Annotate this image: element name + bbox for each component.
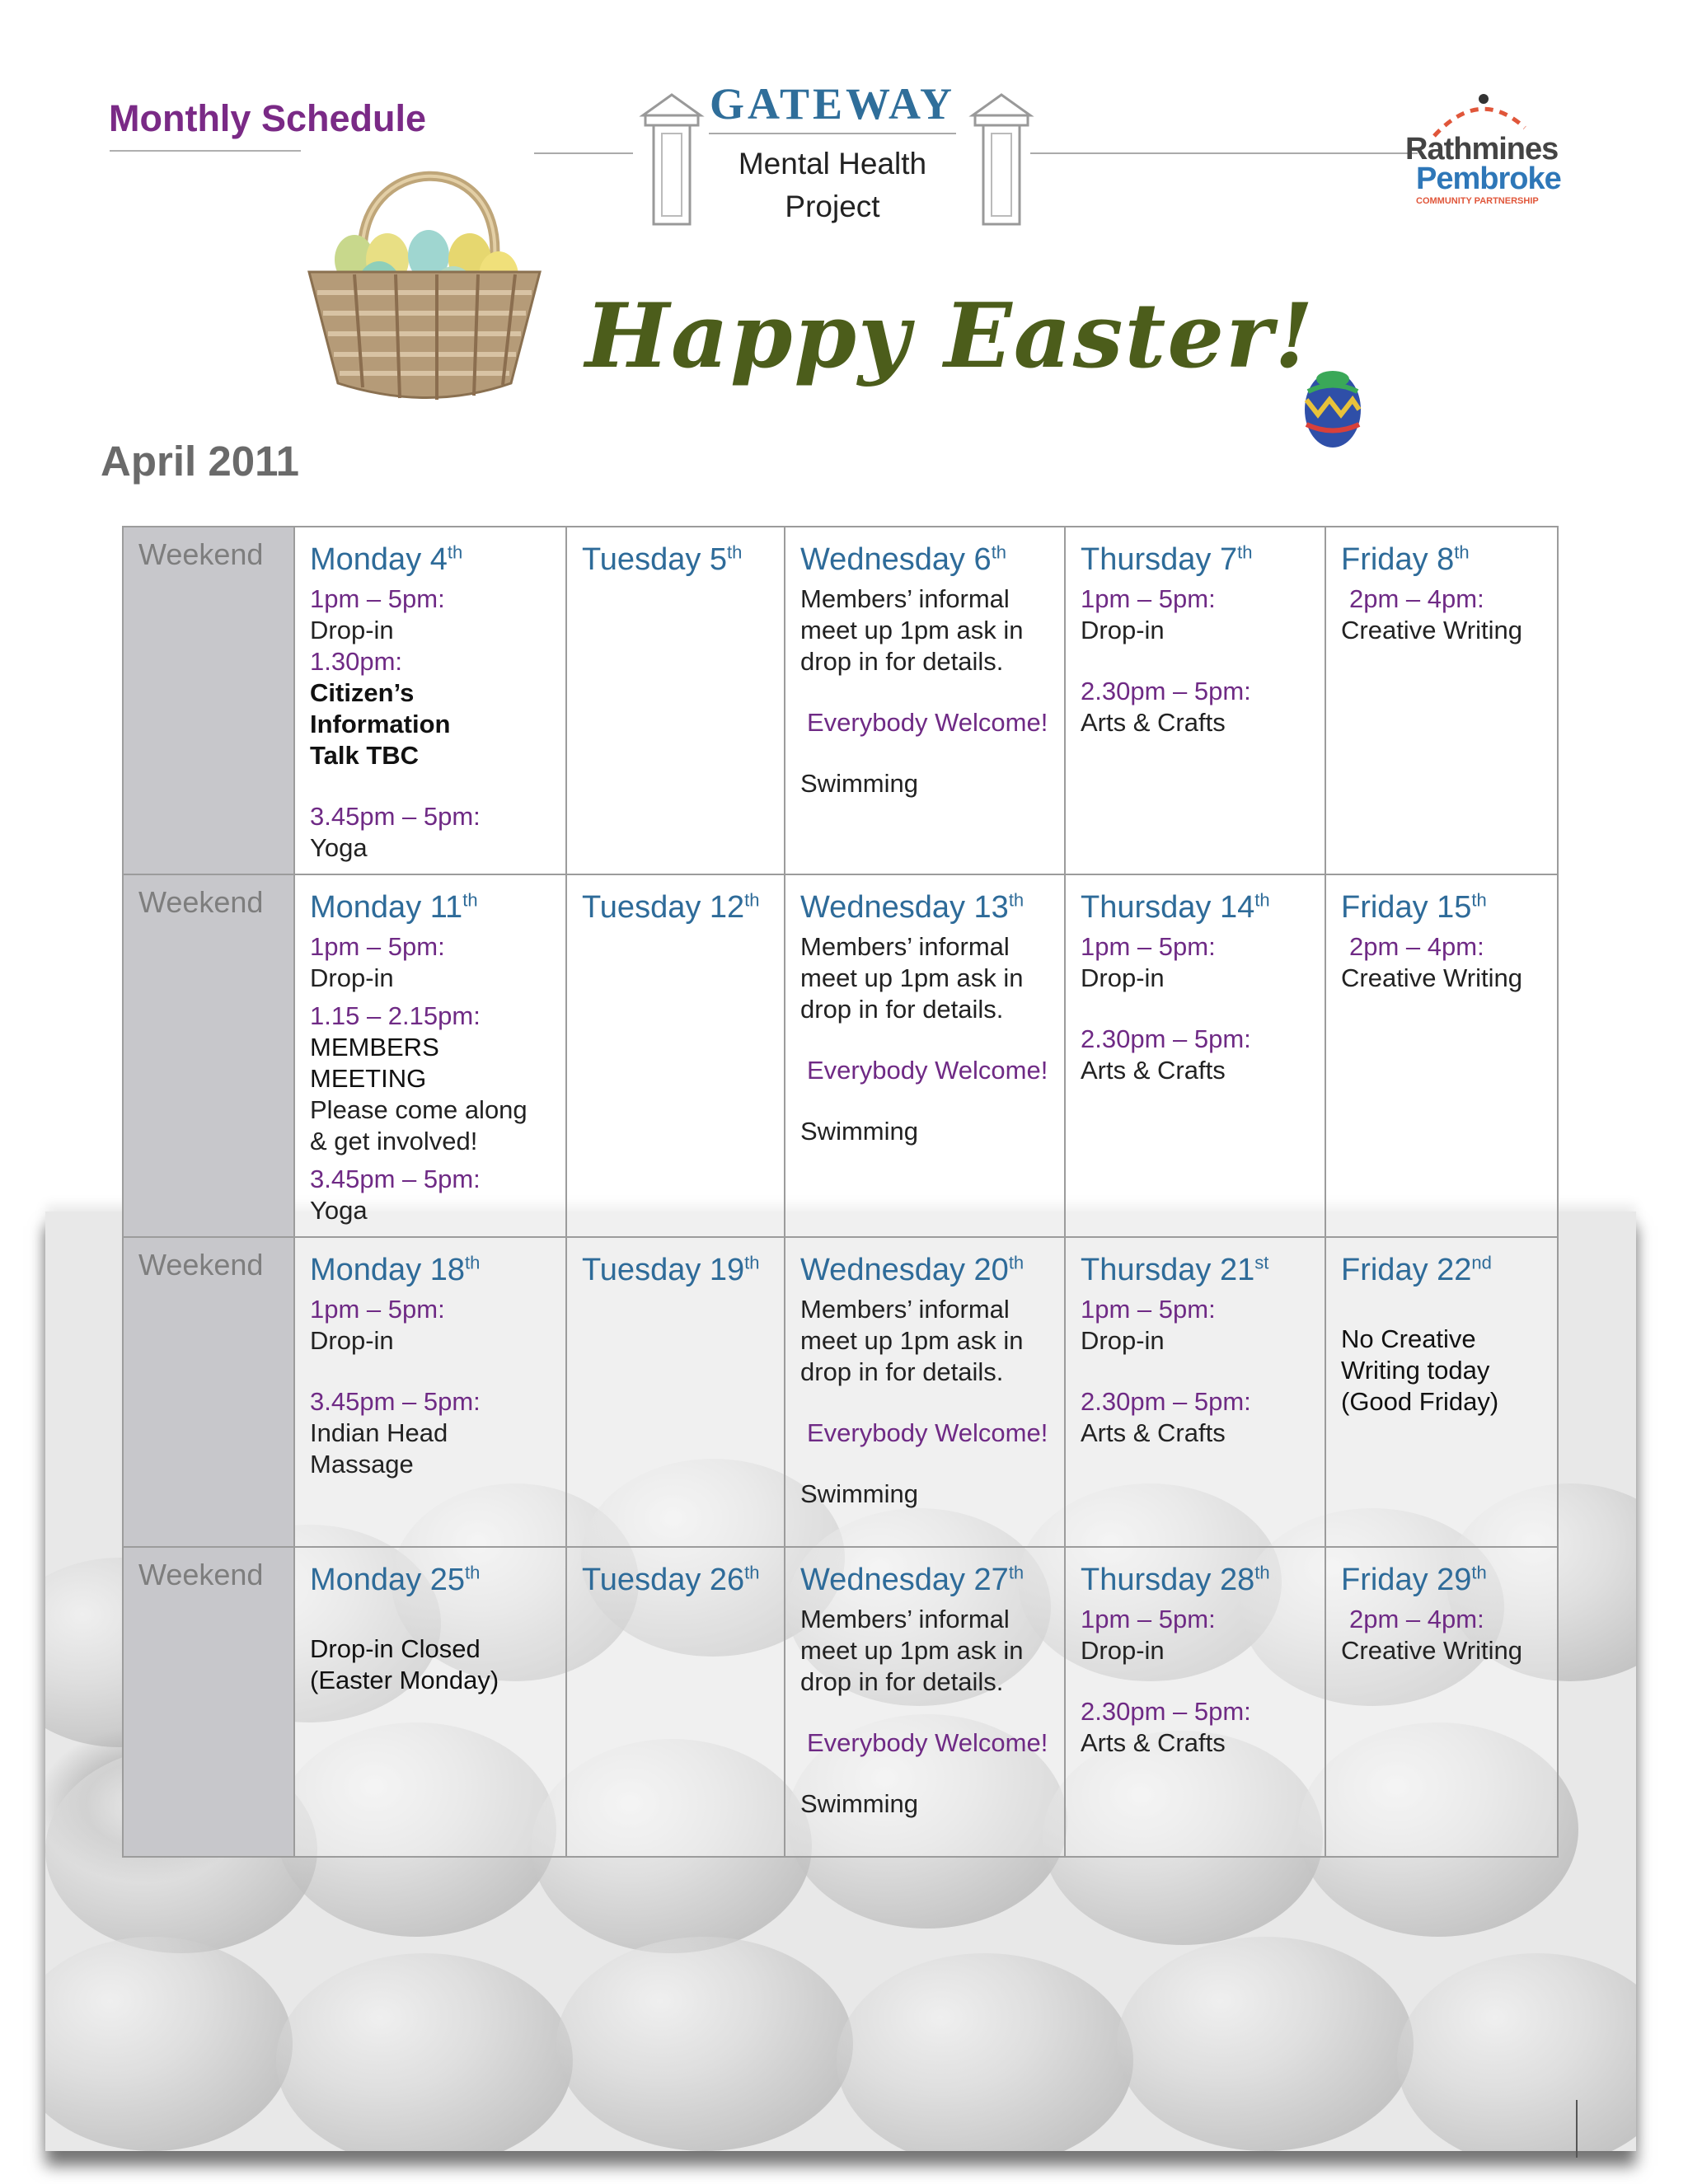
day-heading: Friday 29th [1341, 1562, 1487, 1597]
weekend-cell: Weekend [123, 1237, 294, 1547]
weekend-cell: Weekend [123, 527, 294, 874]
week-row [123, 1237, 1558, 1547]
easter-basket-image [305, 136, 544, 408]
friday-cell [1325, 1547, 1558, 1857]
time-label: 2pm – 4pm: [1349, 932, 1484, 961]
monday-cell [294, 874, 566, 1237]
tuesday-cell [566, 527, 785, 874]
org-subtitle-line2: Project [785, 190, 880, 223]
time-label: 2pm – 4pm: [1349, 1605, 1484, 1633]
event-label: Drop-in [1081, 963, 1165, 992]
event-label: drop in for details. [800, 647, 1004, 676]
thursday-cell [1065, 874, 1325, 1237]
day-heading: Monday 25th [310, 1562, 481, 1597]
day-heading: Thursday 7th [1081, 541, 1253, 577]
time-label: 1.15 – 2.15pm: [310, 1001, 481, 1030]
time-label: 1pm – 5pm: [1081, 932, 1216, 961]
event-label: Swimming [800, 1117, 918, 1146]
wednesday-cell [785, 874, 1065, 1237]
month-heading: April 2011 [101, 438, 299, 485]
day-heading: Wednesday 20th [800, 1252, 1025, 1287]
time-label: 1pm – 5pm: [310, 584, 445, 613]
welcome-note: Everybody Welcome! [807, 1056, 1048, 1085]
event-label: Indian Head [310, 1418, 448, 1447]
day-heading: Wednesday 27th [800, 1562, 1025, 1597]
event-label: No Creative [1341, 1324, 1476, 1353]
event-label: Please come along [310, 1095, 528, 1124]
event-label: Swimming [800, 1479, 918, 1508]
week-row [123, 874, 1558, 1237]
tuesday-cell [566, 874, 785, 1237]
title-divider [110, 150, 301, 152]
event-label: meet up 1pm ask in [800, 616, 1024, 644]
time-label: 3.45pm – 5pm: [310, 802, 481, 831]
day-heading: Thursday 28th [1081, 1562, 1270, 1597]
event-label: Yoga [310, 1196, 368, 1225]
time-label: 2.30pm – 5pm: [1081, 677, 1251, 705]
event-label: Arts & Crafts [1081, 1056, 1226, 1085]
day-heading: Tuesday 12th [582, 889, 760, 925]
org-subtitle-line1: Mental Health [738, 147, 927, 180]
day-heading: Wednesday 6th [800, 541, 1007, 577]
wednesday-cell [785, 527, 1065, 874]
friday-cell [1325, 874, 1558, 1237]
week-row [123, 1547, 1558, 1857]
time-label: 3.45pm – 5pm: [310, 1165, 481, 1193]
page-title: Monthly Schedule [109, 97, 427, 139]
event-label: Drop-in [310, 1326, 394, 1355]
time-label: 1pm – 5pm: [310, 932, 445, 961]
thursday-cell [1065, 1547, 1325, 1857]
event-label: Arts & Crafts [1081, 1418, 1226, 1447]
header-rule-left [534, 152, 633, 154]
friday-cell [1325, 527, 1558, 874]
day-heading: Tuesday 5th [582, 541, 743, 577]
wednesday-cell [785, 1547, 1065, 1857]
thursday-cell [1065, 1237, 1325, 1547]
event-label: (Easter Monday) [310, 1666, 499, 1694]
event-label: Swimming [800, 1789, 918, 1818]
week-row [123, 527, 1558, 874]
day-heading: Friday 22nd [1341, 1252, 1492, 1287]
page-corner-mark [1576, 2100, 1578, 2158]
time-label: 1pm – 5pm: [1081, 1605, 1216, 1633]
event-label: Creative Writing [1341, 963, 1522, 992]
happy-easter-greeting: Happy Easter! [585, 284, 1315, 388]
event-label: Drop-in [310, 616, 394, 644]
time-label: 2.30pm – 5pm: [1081, 1697, 1251, 1726]
day-heading: Thursday 14th [1081, 889, 1270, 925]
event-label: Drop-in [1081, 1326, 1165, 1355]
tuesday-cell [566, 1547, 785, 1857]
monday-cell [294, 527, 566, 874]
time-label: 1.30pm: [310, 647, 403, 676]
time-label: 1pm – 5pm: [1081, 584, 1216, 613]
day-heading: Thursday 21st [1081, 1252, 1269, 1287]
event-label: Members’ informal [800, 1605, 1010, 1633]
event-label: Drop-in [310, 963, 394, 992]
day-heading: Tuesday 19th [582, 1252, 760, 1287]
calendar-table [122, 526, 1559, 1858]
friday-cell [1325, 1237, 1558, 1547]
event-label: Drop-in [1081, 1636, 1165, 1665]
event-label: Arts & Crafts [1081, 1728, 1226, 1757]
time-label: 3.45pm – 5pm: [310, 1387, 481, 1416]
event-label: Members’ informal [800, 1295, 1010, 1324]
decorated-egg-icon [1300, 367, 1366, 449]
tuesday-cell [566, 1237, 785, 1547]
weekend-cell: Weekend [123, 1547, 294, 1857]
time-label: 1pm – 5pm: [1081, 1295, 1216, 1324]
welcome-note: Everybody Welcome! [807, 1728, 1048, 1757]
event-label: Drop-in Closed [310, 1634, 481, 1663]
day-heading: Friday 8th [1341, 541, 1470, 577]
event-label: Massage [310, 1450, 414, 1479]
wednesday-cell [785, 1237, 1065, 1547]
time-label: 2pm – 4pm: [1349, 584, 1484, 613]
event-label: meet up 1pm ask in [800, 1326, 1024, 1355]
event-label: drop in for details. [800, 1667, 1004, 1696]
event-label: Creative Writing [1341, 616, 1522, 644]
event-label: Members’ informal [800, 932, 1010, 961]
event-label: Creative Writing [1341, 1636, 1522, 1665]
event-label: Yoga [310, 833, 368, 862]
day-heading: Wednesday 13th [800, 889, 1025, 925]
welcome-note: Everybody Welcome! [807, 708, 1048, 737]
event-label: Members’ informal [800, 584, 1010, 613]
gateway-logo [643, 78, 1022, 227]
event-label: meet up 1pm ask in [800, 963, 1024, 992]
partner-name-line2: Pembroke [1416, 162, 1561, 196]
time-label: 2.30pm – 5pm: [1081, 1387, 1251, 1416]
monday-cell [294, 1547, 566, 1857]
event-label: (Good Friday) [1341, 1387, 1499, 1416]
event-label: Swimming [800, 769, 918, 798]
thursday-cell [1065, 527, 1325, 874]
event-label: MEMBERS MEETING [310, 1033, 439, 1093]
monday-cell [294, 1237, 566, 1547]
event-label: Drop-in [1081, 616, 1165, 644]
day-heading: Monday 18th [310, 1252, 481, 1287]
event-label: drop in for details. [800, 995, 1004, 1024]
event-label: Arts & Crafts [1081, 708, 1226, 737]
header-rule-right [1030, 152, 1418, 154]
org-name: GATEWAY [709, 79, 956, 129]
partner-name-line1: Rathmines [1405, 132, 1559, 166]
partner-name-line3: COMMUNITY PARTNERSHIP [1416, 196, 1539, 206]
time-label: 1pm – 5pm: [310, 1295, 445, 1324]
event-label: Talk TBC [310, 741, 420, 770]
weekend-cell: Weekend [123, 874, 294, 1237]
day-heading: Monday 4th [310, 541, 463, 577]
day-heading: Monday 11th [310, 889, 478, 925]
rathmines-pembroke-logo [1401, 91, 1574, 206]
day-heading: Tuesday 26th [582, 1562, 760, 1597]
event-label: meet up 1pm ask in [800, 1636, 1024, 1665]
welcome-note: Everybody Welcome! [807, 1418, 1048, 1447]
time-label: 2.30pm – 5pm: [1081, 1024, 1251, 1053]
event-label: Citizen’s Information [310, 678, 451, 738]
event-label: drop in for details. [800, 1357, 1004, 1386]
event-label: & get involved! [310, 1127, 478, 1155]
event-label: Writing today [1341, 1356, 1490, 1385]
day-heading: Friday 15th [1341, 889, 1487, 925]
